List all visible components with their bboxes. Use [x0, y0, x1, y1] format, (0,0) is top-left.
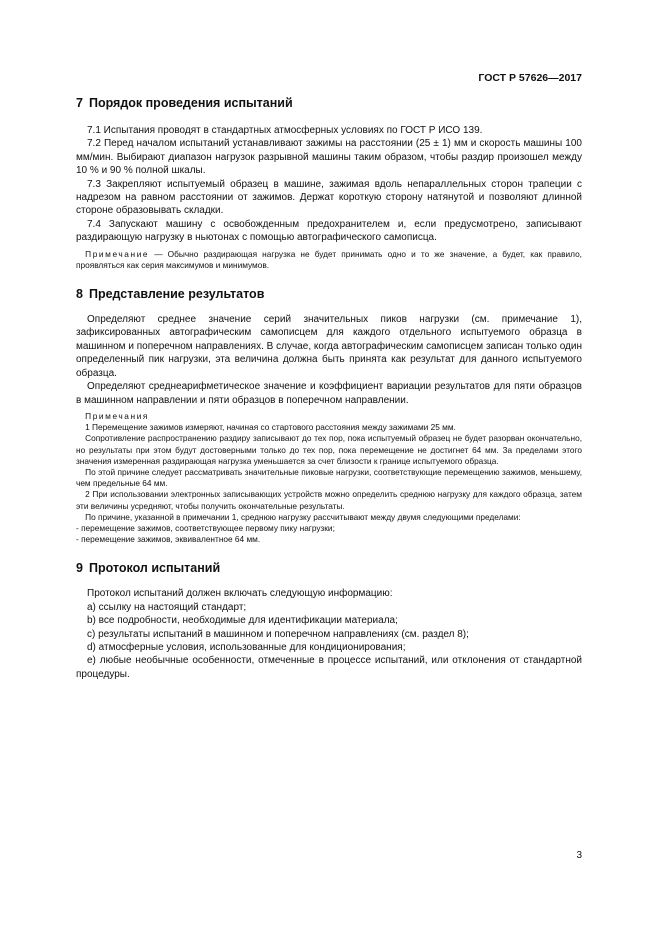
- note-text: — Обычно раздирающая нагрузка не будет принимать одно и то же значение, а будет, как правило, проявляться как серия максимумов и минимумов.: [76, 248, 582, 270]
- list-item: e) любые необычные особенности, отмеченные в процессе испытаний, или отклонения от стандартной процедуры.: [76, 655, 582, 680]
- section-8-heading: [76, 287, 582, 301]
- paragraph-8-1: Определяют среднее значение серий значительных пиков нагрузки (см. примечание 1), зафиксированных автографическим самописцем для каждого отдельного испытуемого образца в машинном и поперечном направлениях. В случае, когда автографическим самописцем записан только один определенный пик нагрузки, эта величина должна быть принята как результат для данного испытуемого образца.: [76, 314, 582, 379]
- note-list-item: - перемещение зажимов, эквивалентное 64 мм.: [76, 534, 261, 545]
- section-title: Порядок проведения испытаний: [88, 96, 293, 110]
- page-number: 3: [576, 850, 582, 861]
- section-number: 8: [76, 287, 83, 302]
- note-7: [76, 249, 582, 271]
- document-code: ГОСТ Р 57626—2017: [478, 72, 582, 84]
- paragraph-7-4: 7.4 Запускают машину с освобожденным предохранителем и, если предусмотрено, записывают раздирающую нагрузку в ньютонах с помощью автографического самописца.: [76, 218, 582, 244]
- paragraph-7-3: 7.3 Закрепляют испытуемый образец в машине, зажимая вдоль непараллельных сторон трапеции с надрезом на равном расстоянии от зажимов. Держат короткую сторону натянутой и позволяют длинной стороне образовывать складки.: [76, 178, 582, 217]
- notes-label: Примечания: [85, 410, 150, 421]
- note-8-2-cont: По причине, указанной в примечании 1, среднюю нагрузку рассчитывают между двумя следующими пределами:: [85, 511, 521, 522]
- protocol-list: [76, 601, 582, 681]
- paragraph-8-2: Определяют среднеарифметическое значение и коэффициент вариации результатов для пяти образцов в машинном направлении и пяти образцов в поперечном направлении.: [76, 381, 582, 406]
- list-item: d) атмосферные условия, использованные для кондиционирования;: [87, 641, 406, 653]
- section-title: Представление результатов: [88, 287, 265, 302]
- protocol-intro: Протокол испытаний должен включать следующую информацию:: [87, 588, 393, 600]
- note-8-1-reason: По этой причине следует рассматривать значительные пиковые нагрузки, соответствующие перемещению зажимов, меньшему, чем предельные 64 мм.: [76, 466, 582, 489]
- section-title: Протокол испытаний: [88, 561, 221, 576]
- list-item: c) результаты испытаний в машинном и поперечном направлениях (см. раздел 8);: [87, 628, 469, 640]
- list-item: a) ссылку на настоящий стандарт;: [87, 601, 247, 613]
- section-7-heading: [76, 96, 582, 110]
- note-8-1-cont: Сопротивление распространению раздиру записывают до тех пор, пока испытуемый образец не будет разорван окончательно, но результаты при этом будут достоверными только до тех пор, пока перемещение не достигнет 64 мм. За пределами этого значения измеренная раздирающая нагрузка уменьшается за счет близости к границе испытуемого образца.: [76, 433, 582, 466]
- section-9-heading: [76, 561, 582, 575]
- note-list-item: - перемещение зажимов, соответствующее первому пику нагрузки;: [76, 522, 335, 533]
- paragraph-7-2: 7.2 Перед началом испытаний устанавливают зажимы на расстоянии (25 ± 1) мм и скорость машины 100 мм/мин. Выбирают диапазон нагрузок разрывной машины таким образом, чтобы раздир произошел между 10 % и 90 % полной шкалы.: [76, 138, 582, 177]
- page-content: [76, 96, 582, 681]
- note-8-1: 1 Перемещение зажимов измеряют, начиная со стартового расстояния между зажимами 25 мм.: [85, 422, 456, 433]
- section-number: 9: [76, 561, 83, 576]
- section-number: 7: [76, 96, 83, 110]
- note-label: Примечание: [85, 248, 150, 259]
- note-8-2: 2 При использовании электронных записывающих устройств можно определить среднюю нагрузку для каждого образца, затем эти величины усредняют, чтобы получить окончательные результаты.: [76, 489, 582, 511]
- list-item: b) все подробности, необходимые для идентификации материала;: [87, 615, 398, 627]
- paragraph-7-1: 7.1 Испытания проводят в стандартных атмосферных условиях по ГОСТ Р ИСО 139.: [87, 125, 483, 136]
